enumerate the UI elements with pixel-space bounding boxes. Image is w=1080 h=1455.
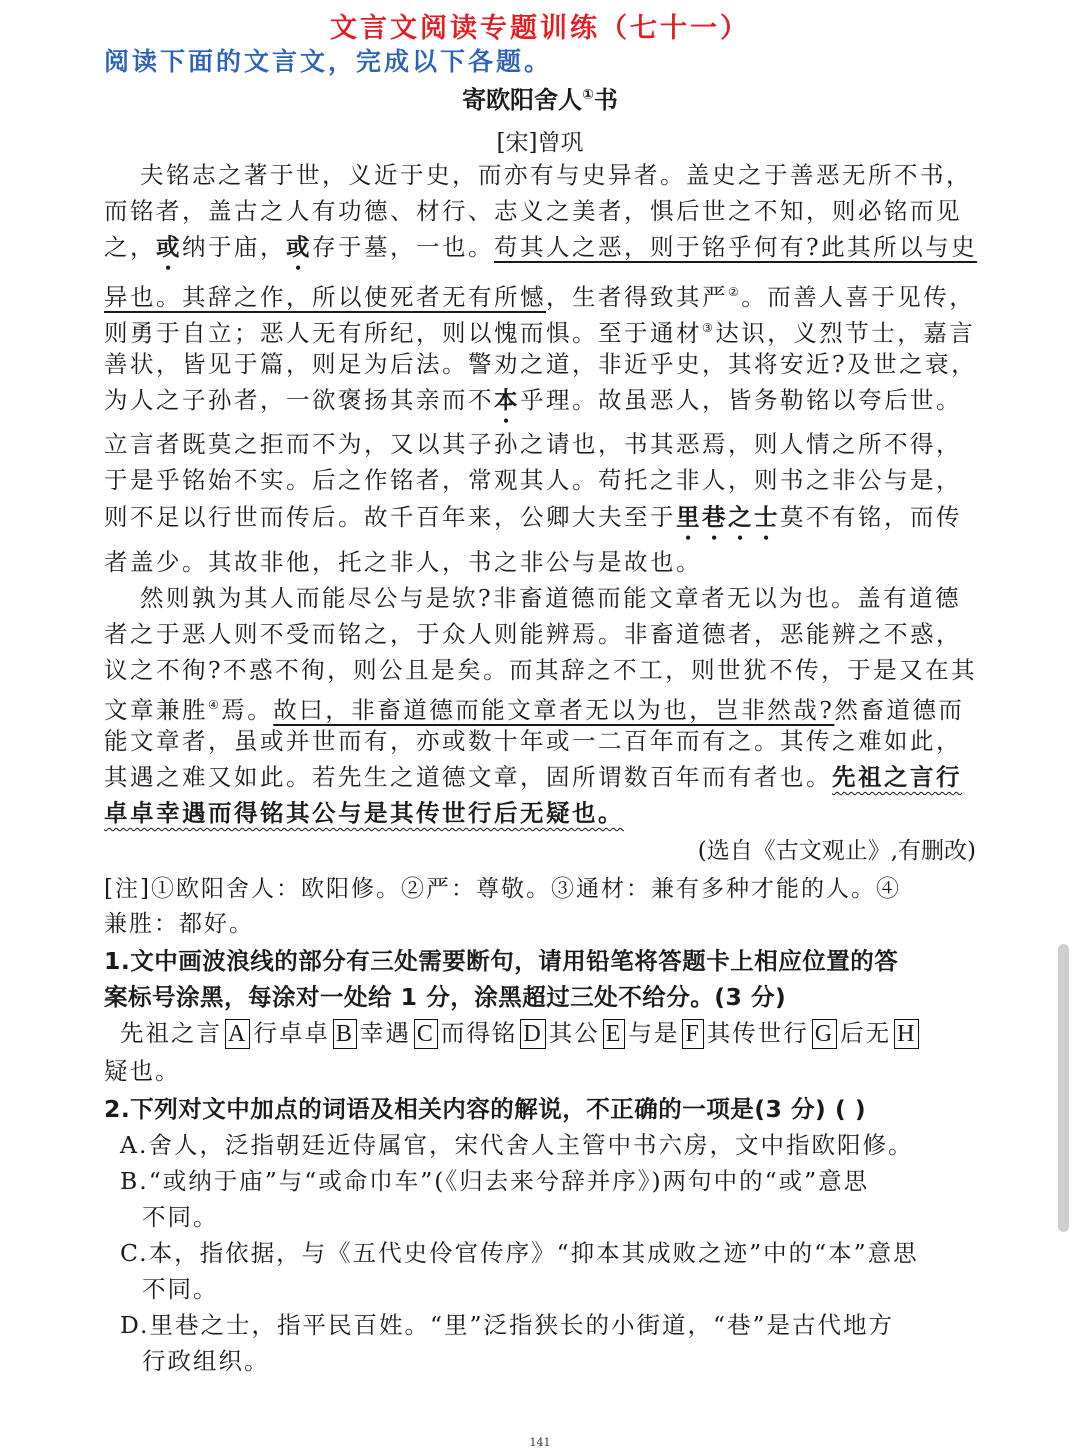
text-line: 然则孰为其人而能尽公与是欤?非畜道德而能文章者无以为也。盖有道德 xyxy=(140,584,962,612)
source-citation: (选自《古文观止》,有删改) xyxy=(697,838,976,864)
answer-box-h[interactable]: H xyxy=(894,1019,919,1049)
text-line: 文章兼胜④焉。故曰，非畜道德而能文章者无以为也，岂非然哉?然畜道德而 xyxy=(104,695,965,724)
instruction-text: 阅读下面的文言文，完成以下各题。 xyxy=(104,47,553,76)
underlined-sentence: 苟其人之恶，则于铭乎何有?此其所以与史 xyxy=(494,233,978,261)
answer-box-c[interactable]: C xyxy=(414,1019,438,1049)
essay-author: [宋]曾巩 xyxy=(496,130,584,156)
text-line: 为人之子孙者，一欲褒扬其亲而不本乎理。故虽恶人，皆务勒铭以夸后世。 xyxy=(104,386,962,414)
wavy-underlined-text: 卓卓幸遇而得铭其公与是其传世行后无疑也。 xyxy=(104,799,624,827)
dotted-word: 里巷之士 xyxy=(676,503,780,531)
answer-box-d[interactable]: D xyxy=(520,1019,545,1049)
dotted-word: 或 xyxy=(286,233,312,261)
text-line: 其遇之难又如此。若先生之道德文章，固所谓数百年而有者也。先祖之言行 xyxy=(104,763,962,791)
answer-box-f[interactable]: F xyxy=(682,1019,703,1049)
question-1-tail: 疑也。 xyxy=(104,1057,181,1085)
underlined-sentence: 异也。其辞之作，所以使死者无有所憾 xyxy=(104,282,546,311)
choice-a[interactable]: A.舍人，泛指朝廷近侍属官，宋代舍人主管中书六房，文中指欧阳修。 xyxy=(120,1131,914,1159)
text-line: 议之不徇?不惑不徇，则公且是矣。而其辞之不工，则世犹不传，于是又在其 xyxy=(104,656,978,684)
annotation-note: 兼胜：都好。 xyxy=(104,911,254,937)
answer-box-b[interactable]: B xyxy=(333,1019,357,1049)
text-line: 则不足以行世而传后。故千百年来，公卿大夫至于里巷之士莫不有铭，而传 xyxy=(104,503,962,531)
text-line: 立言者既莫之拒而不为，又以其子孙之请也，书其恶焉，则人情之所不得， xyxy=(104,430,962,458)
text-line: 夫铭志之著于世，义近于史，而亦有与史异者。盖史之于善恶无所不书， xyxy=(140,161,972,189)
question-1-stem: 1.文中画波浪线的部分有三处需要断句，请用铅笔将答题卡上相应位置的答 xyxy=(104,947,899,975)
text-line: 者盖少。其故非他，托之非人，书之非公与是故也。 xyxy=(104,548,702,576)
wavy-underlined-text: 先祖之言行 xyxy=(832,763,962,791)
question-1-stem: 案标号涂黑，每涂对一处给 1 分，涂黑超过三处不给分。(3 分) xyxy=(104,983,787,1011)
essay-title: 寄欧阳舍人①书 xyxy=(462,86,618,114)
text-line xyxy=(104,798,976,828)
choice-b[interactable]: B.“或纳于庙”与“或命巾车”(《归去来兮辞并序》)两句中的“或”意思 xyxy=(120,1167,870,1195)
page-number: 141 xyxy=(529,1436,551,1449)
dotted-word: 或 xyxy=(156,233,182,261)
text-line: 而铭者，盖古之人有功德、材行、志义之美者，惧后世之不知，则必铭而见 xyxy=(104,197,962,225)
text-line: 者之于恶人则不受而铭之，于众人则能辨焉。非畜道德者，恶能辨之不惑， xyxy=(104,620,962,648)
answer-box-g[interactable]: G xyxy=(812,1019,837,1049)
dotted-word: 本 xyxy=(494,386,520,414)
annotation-note: [注]①欧阳舍人：欧阳修。②严：尊敬。③通材：兼有多种才能的人。④ xyxy=(104,876,901,902)
choice-c-continued: 不同。 xyxy=(142,1275,219,1303)
choice-b-continued: 不同。 xyxy=(142,1203,219,1231)
choice-c[interactable]: C.本，指依据，与《五代史伶官传序》“抑本其成败之迹”中的“本”意思 xyxy=(120,1239,919,1267)
text-line: 于是乎铭始不实。后之作铭者，常观其人。苟托之非人，则书之非公与是， xyxy=(104,466,962,494)
underlined-sentence: 故曰，非畜道德而能文章者无以为也，岂非然哉? xyxy=(273,695,835,724)
answer-box-a[interactable]: A xyxy=(225,1019,250,1049)
question-1-options: 先祖之言 A 行卓卓 B 幸遇 C 而得铭 D 其公 E 与是 F 其传世行 G 后无 H xyxy=(120,1014,922,1049)
text-line: 则勇于自立；恶人无有所纪，则以愧而惧。至于通材③达识，义烈节士，嘉言 xyxy=(104,318,976,347)
scrollbar-thumb[interactable] xyxy=(1058,944,1069,1232)
page-title: 文言文阅读专题训练（七十一） xyxy=(330,13,750,44)
question-2-stem: 2.下列对文中加点的词语及相关内容的解说，不正确的一项是(3 分) ( ) xyxy=(104,1095,867,1123)
choice-d[interactable]: D.里巷之士，指平民百姓。“里”泛指狭长的小街道，“巷”是古代地方 xyxy=(120,1311,895,1339)
text-line: 能文章者，虽或并世而有，亦或数十年或一二百年而有之。其传之难如此， xyxy=(104,727,962,755)
text-line: 之，或纳于庙，或存于墓，一也。苟其人之恶，则于铭乎何有?此其所以与史 xyxy=(104,233,978,261)
answer-box-e[interactable]: E xyxy=(603,1019,626,1049)
text-line: 善状，皆见于篇，则足为后法。警劝之道，非近乎史，其将安近?及世之衰， xyxy=(104,350,978,378)
choice-d-continued: 行政组织。 xyxy=(142,1347,270,1375)
text-line: 异也。其辞之作，所以使死者无有所憾，生者得致其严②。而善人喜于见传， xyxy=(104,282,976,311)
